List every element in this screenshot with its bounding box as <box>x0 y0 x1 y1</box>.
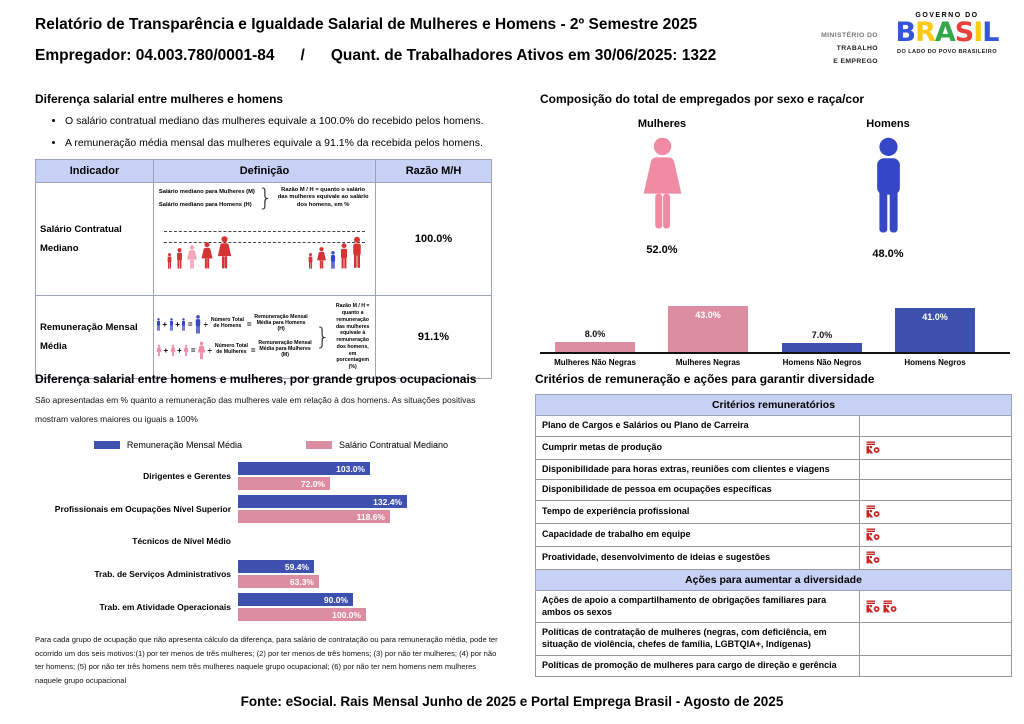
person-icon <box>194 315 202 334</box>
person-icon <box>183 344 189 357</box>
person-icon <box>166 253 173 269</box>
gov-brasil-logo <box>886 12 1008 55</box>
person-icon <box>170 344 176 357</box>
bullet-mean-remuneration: • A remuneração média mensal das mulheres equivale a 91.1% da recebida pelos homens. <box>65 137 491 149</box>
salary-gap-title: Diferença salarial entre mulheres e homens <box>35 92 284 106</box>
occupational-footnote: Para cada grupo de ocupação que não apresenta cálculo da diferença, para salário de contratação ou para remuneração média, pode ter ocorrido um dos seis motivos:(1) por ter menos de três mulheres; (2) por ter menos de três homens; (3) por não ter mulheres; (4) por não ter homens; (5) por não ter três homens nem três mulheres naquele grupo ocupacional; (6) por não ter nem homens nem mulheres naquele grupo ocupacional <box>35 635 498 685</box>
man-icon <box>870 137 907 234</box>
women-group-icons <box>166 236 233 269</box>
col-indicador: Indicador <box>36 160 154 183</box>
category-label: Mulheres Não Negras <box>554 358 636 367</box>
page-title: Relatório de Transparência e Igualdade Salarial de Mulheres e Homens - 2º Semestre 2025 <box>35 16 698 33</box>
section-occupational <box>35 372 507 687</box>
occupational-title: Diferença salarial entre homens e mulheres, por grande grupos ocupacionais <box>35 372 477 386</box>
criterion-check-icon <box>866 441 880 454</box>
men-figure-block <box>818 118 958 260</box>
table-row <box>536 459 1012 480</box>
category-label: Dirigentes e Gerentes <box>143 470 231 481</box>
people-row-illustration <box>158 215 371 269</box>
person-icon <box>175 248 184 269</box>
criterion-label: Plano de Cargos e Salários ou Plano de Carreira <box>536 416 860 437</box>
mean-remuneration-ratio: 91.1% <box>376 296 492 379</box>
criteria-section-header: Ações para aumentar a diversidade <box>536 570 1012 591</box>
mean-remuneration-diagram <box>155 301 374 373</box>
category-label: Homens Não Negros <box>782 358 862 367</box>
diagram-note: Razão M / H = quanto o salário das mulheres equivale ao salário dos homens, em % <box>277 186 369 208</box>
women-total: 52.0% <box>646 244 678 256</box>
bar-homens-negros <box>895 308 975 352</box>
brace-glyph: } <box>257 184 274 212</box>
men-total: 48.0% <box>872 248 904 260</box>
source-footer: Fonte: eSocial. Rais Mensal Junho de 2025 e Portal Emprega Brasil - Agosto de 2025 <box>240 694 784 709</box>
men-result-label: Remuneração Mensal Média para Homens (H) <box>254 314 308 332</box>
person-icon <box>216 236 233 269</box>
criterion-label: Disponibilidade para horas extras, reuniões com clientes e viagens <box>536 459 860 480</box>
men-equation: + + = ÷ Número Total de Homens = Remuneração Mensal Média para Homens (H) <box>156 315 313 334</box>
criterion-marks <box>860 480 1012 501</box>
page-subtitle <box>35 47 716 65</box>
men-label: Homens <box>866 118 910 130</box>
bar-remuneracao: 103.0% <box>238 462 370 475</box>
criterion-label: Disponibilidade de pessoa em ocupações específicas <box>536 480 860 501</box>
criterion-label: Tempo de experiência profissional <box>536 501 860 524</box>
bar-salario: 118.6% <box>238 510 390 523</box>
brasil-wordmark: BRASIL <box>895 17 999 48</box>
criterion-label: Proatividade, desenvolvimento de ideias e sugestões <box>536 547 860 570</box>
chart-row <box>35 593 507 621</box>
category-label: Trab. de Serviços Administrativos <box>94 568 231 579</box>
indicator-table <box>35 159 492 379</box>
bar-salario: 63.3% <box>238 575 319 588</box>
median-salary-ratio: 100.0% <box>376 183 492 296</box>
women-result-label: Remuneração Mensal Média para Mulheres (M) <box>258 340 312 358</box>
criterion-label: Ações de apoio a compartilhamento de obrigações familiares para ambos os sexos <box>536 591 860 623</box>
criterion-check-icon <box>866 600 880 613</box>
women-total-label: Número Total de Mulheres <box>214 343 248 355</box>
bar-homens-nao-negros <box>782 330 862 352</box>
section-composition <box>540 92 1010 372</box>
occupational-chart <box>35 462 507 621</box>
chart-legend <box>35 440 507 450</box>
occupational-subtitle-1: São apresentadas em % quanto a remuneração das mulheres vale em relação à dos homens. As situações positivas <box>35 395 476 405</box>
subtitle-separator: / <box>300 47 305 64</box>
bar-mulheres-nao-negras <box>555 329 635 352</box>
person-icon <box>316 247 327 269</box>
person-icon <box>200 242 214 269</box>
legend-swatch-blue <box>94 441 120 449</box>
bar-salario: 100.0% <box>238 608 366 621</box>
ministry-line1: MINISTÉRIO DO <box>821 32 878 39</box>
criterion-label: Capacidade de trabalho em equipe <box>536 524 860 547</box>
table-row <box>536 480 1012 501</box>
table-row <box>536 623 1012 655</box>
table-row <box>536 591 1012 623</box>
person-icon <box>156 318 161 331</box>
criterion-label: Políticas de promoção de mulheres para cargo de direção e gerência <box>536 655 860 676</box>
brace-glyph: } <box>315 323 331 351</box>
criterion-label: Cumprir metas de produção <box>536 436 860 459</box>
table-row <box>536 655 1012 676</box>
ministry-line2: TRABALHO <box>836 44 878 52</box>
person-icon <box>339 243 349 269</box>
criterion-label: Políticas de contratação de mulheres (negras, com deficiência, em situação de violência, chefes de família, LGBTQIA+, Indígenas) <box>536 623 860 655</box>
bar-value: 41.0% <box>922 312 948 322</box>
bar-value: 8.0% <box>584 329 606 339</box>
person-icon <box>186 245 198 269</box>
person-icon <box>169 318 174 331</box>
legend-swatch-pink <box>306 441 332 449</box>
category-label: Profissionais em Ocupações Nível Superior <box>54 503 231 514</box>
chart-row <box>35 560 507 588</box>
table-row <box>536 436 1012 459</box>
chart-row <box>35 495 507 523</box>
criterion-check-icon <box>883 600 897 613</box>
criterion-marks <box>860 459 1012 480</box>
table-row <box>536 501 1012 524</box>
sex-figures <box>540 106 1010 268</box>
bullet-median-salary: • O salário contratual mediano das mulheres equivale a 100.0% do recebido pelos homens. <box>65 115 491 127</box>
dashed-line <box>164 231 365 232</box>
bar-mulheres-negras <box>668 306 748 352</box>
ministry-line3: E EMPREGO <box>833 57 878 65</box>
bar-remuneracao: 132.4% <box>238 495 407 508</box>
diagram-women-label: Salário mediano para Mulheres (M) <box>158 188 255 195</box>
woman-icon <box>639 137 686 230</box>
table-row <box>536 416 1012 437</box>
criterion-marks <box>860 501 1012 524</box>
chart-row <box>35 462 507 490</box>
section-criteria <box>535 372 1011 677</box>
criterion-check-icon <box>866 528 880 541</box>
table-row <box>36 296 492 379</box>
gov-logo-tagline: DO LADO DO POVO BRASILEIRO <box>897 49 997 56</box>
criterion-marks <box>860 623 1012 655</box>
person-icon <box>197 341 206 360</box>
table-row <box>536 547 1012 570</box>
table-row <box>36 183 492 296</box>
bar-remuneracao: 90.0% <box>238 593 353 606</box>
section-salary-gap <box>35 92 491 379</box>
salary-gap-bullets <box>65 115 491 149</box>
gov-logo-top: GOVERNO DO <box>915 12 979 19</box>
criterion-check-icon <box>866 551 880 564</box>
chart-row <box>35 528 507 555</box>
bar-remuneracao: 59.4% <box>238 560 314 573</box>
person-icon <box>329 251 337 269</box>
women-label: Mulheres <box>637 118 687 130</box>
legend-label: Remuneração Mensal Média <box>126 440 242 450</box>
person-icon <box>181 318 186 331</box>
women-equation: + + = ÷ Número Total de Mulheres = Remuneração Mensal Média para Mulheres (M) <box>156 341 313 360</box>
criteria-title: Critérios de remuneração e ações para garantir diversidade <box>535 372 875 386</box>
employer-id: Empregador: 04.003.780/0001-84 <box>35 47 275 64</box>
criterion-marks <box>860 547 1012 570</box>
bar-value: 43.0% <box>695 310 721 320</box>
category-label: Homens Negros <box>904 358 966 367</box>
diagram-note: Razão M / H = quanto a remuneração das mulheres equivale à remuneração dos homens, em porcentagem (%) <box>335 303 370 370</box>
men-total-label: Número Total de Homens <box>210 317 244 329</box>
ministry-logo <box>796 30 878 69</box>
indicator-name: Remuneração Mensal Média <box>36 296 154 379</box>
person-icon <box>156 344 162 357</box>
active-workers: Quant. de Trabalhadores Ativos em 30/06/2025: 1322 <box>330 47 717 64</box>
category-label: Técnicos de Nível Médio <box>132 536 231 547</box>
criterion-marks <box>860 655 1012 676</box>
men-group-icons <box>307 236 363 269</box>
criterion-marks <box>860 436 1012 459</box>
col-definicao: Definição <box>154 160 376 183</box>
bar-salario: 72.0% <box>238 477 330 490</box>
person-icon <box>307 253 314 269</box>
table-row <box>536 524 1012 547</box>
occupational-subtitle-2: mostram valores maiores ou iguais a 100% <box>35 414 198 424</box>
criterion-marks <box>860 524 1012 547</box>
bar-value: 7.0% <box>811 330 833 340</box>
indicator-name: Salário Contratual Mediano <box>36 183 154 296</box>
criterion-marks <box>860 591 1012 623</box>
col-razao: Razão M/H <box>376 160 492 183</box>
legend-label: Salário Contratual Mediano <box>338 440 449 450</box>
criterion-check-icon <box>866 505 880 518</box>
person-icon <box>351 236 363 269</box>
composition-title: Composição do total de empregados por sexo e raça/cor <box>540 92 865 106</box>
race-composition-categories <box>540 358 1010 372</box>
diagram-men-label: Salário mediano para Homens (H) <box>158 201 252 208</box>
criteria-section-header: Critérios remuneratórios <box>536 395 1012 416</box>
race-composition-chart <box>540 286 1010 354</box>
category-label: Mulheres Negras <box>675 358 741 367</box>
criterion-marks <box>860 416 1012 437</box>
women-figure-block <box>592 118 732 256</box>
median-salary-diagram <box>155 184 374 294</box>
criteria-table <box>535 394 1012 677</box>
category-label: Trab. em Atividade Operacionais <box>99 601 231 612</box>
